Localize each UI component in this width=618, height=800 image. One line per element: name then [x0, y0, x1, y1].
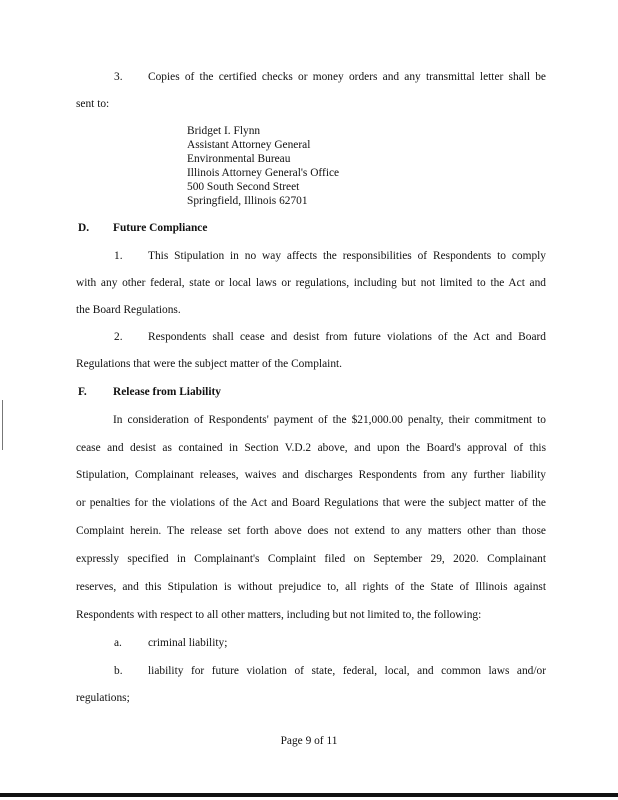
item-letter: a. [114, 637, 122, 649]
paragraph-line: Stipulation, Complainant releases, waives and discharges Respondents from any further liability [76, 469, 546, 481]
paragraph-line: Complaint herein. The release set forth above does not extend to any matters other than those [76, 525, 546, 537]
paragraph-line: sent to: [76, 98, 110, 110]
paragraph-line: expressly specified in Complainant's Complaint filed on September 29, 2020. Complainant [76, 553, 546, 565]
section-heading: Future Compliance [113, 222, 208, 234]
paragraph-line: Regulations that were the subject matter of the Complaint. [76, 358, 343, 370]
paragraph-line: regulations; [76, 692, 130, 704]
item-letter: b. [114, 665, 123, 677]
paragraph-line: Copies of the certified checks or money orders and any transmittal letter shall be [148, 71, 546, 83]
paragraph-line: the Board Regulations. [76, 304, 181, 316]
page-number: Page 9 of 11 [280, 735, 338, 747]
item-number: 3. [114, 71, 123, 83]
paragraph-line: liability for future violation of state, federal, local, and common laws and/or [148, 665, 546, 677]
address-line: Illinois Attorney General's Office [187, 167, 340, 179]
address-line: 500 South Second Street [187, 181, 300, 193]
paragraph-line: Respondents with respect to all other matters, including but not limited to, the following: [76, 609, 482, 621]
paragraph-line: criminal liability; [148, 637, 228, 649]
address-line: Assistant Attorney General [187, 139, 311, 151]
paragraph-line: Respondents shall cease and desist from future violations of the Act and Board [148, 331, 546, 343]
address-line: Springfield, Illinois 62701 [187, 195, 308, 207]
section-heading: Release from Liability [113, 386, 221, 398]
paragraph-line: or penalties for the violations of the Act and Board Regulations that were the subject matter of the [76, 497, 546, 509]
paragraph-line: with any other federal, state or local laws or regulations, including but not limited to the Act and [76, 277, 546, 289]
scan-bottom-edge [0, 793, 618, 797]
paragraph-line: cease and desist as contained in Section V.D.2 above, and upon the Board's approval of this [76, 442, 546, 454]
paragraph-line: reserves, and this Stipulation is without prejudice to, all rights of the State of Illinois against [76, 581, 546, 593]
paragraph-line: This Stipulation in no way affects the responsibilities of Respondents to comply [148, 250, 546, 262]
address-line: Environmental Bureau [187, 153, 291, 165]
section-letter: F. [78, 386, 87, 398]
scan-artifact [2, 400, 3, 450]
paragraph-line: In consideration of Respondents' payment of the $21,000.00 penalty, their commitment to [113, 414, 546, 426]
item-number: 2. [114, 331, 123, 343]
item-number: 1. [114, 250, 123, 262]
address-line: Bridget I. Flynn [187, 125, 261, 137]
section-letter: D. [78, 222, 90, 234]
